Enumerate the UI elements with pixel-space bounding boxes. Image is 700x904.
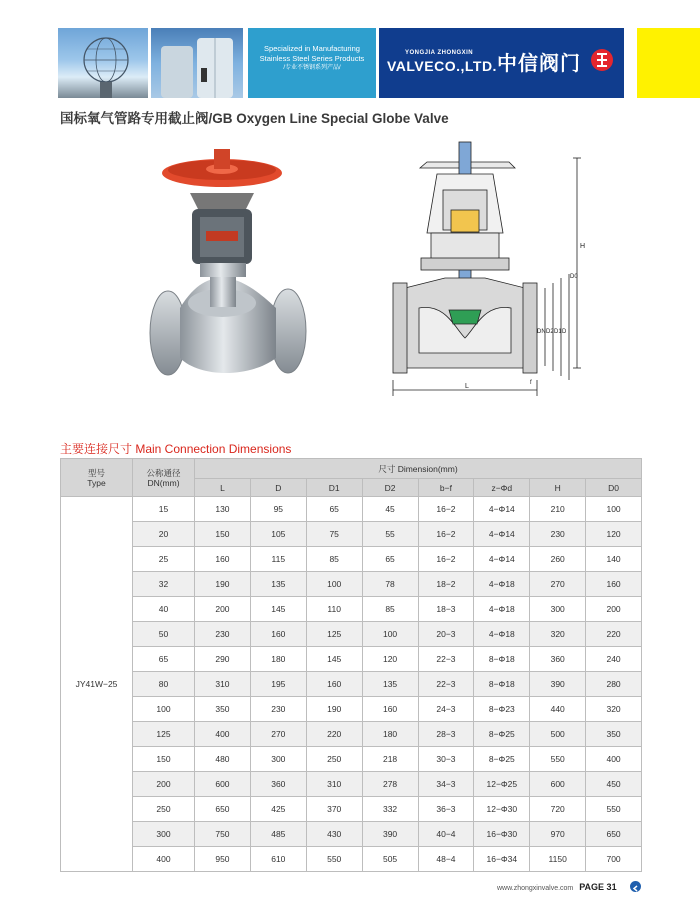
dimension-cell: 120: [586, 522, 642, 547]
table-row: [61, 797, 642, 822]
dimension-cell: 240: [586, 647, 642, 672]
dimension-cell: 220: [586, 622, 642, 647]
dim-label-D0: D0: [570, 274, 578, 280]
dimension-cell: 160: [195, 547, 251, 572]
dimension-cell: 4−Φ14: [474, 522, 530, 547]
dimension-cell: 425: [250, 797, 306, 822]
dn-cell: 300: [133, 822, 195, 847]
arrow-left-icon: [630, 881, 641, 892]
dimension-cell: 400: [195, 722, 251, 747]
brand-pinyin: YONGJIA ZHONGXIN: [405, 50, 474, 56]
slogan-line-3: /专业不锈钢系列产品/: [283, 65, 341, 71]
dimension-cell: 150: [195, 522, 251, 547]
dimension-cell: 230: [250, 697, 306, 722]
dimension-cell: 16−2: [418, 547, 474, 572]
dimension-cell: 350: [195, 697, 251, 722]
slogan-line-1: Specialized in Manufacturing: [264, 44, 360, 53]
dimension-cell: 950: [195, 847, 251, 872]
dimension-cell: 218: [362, 747, 418, 772]
dimension-cell: 650: [586, 822, 642, 847]
dimension-cell: 8−Φ23: [474, 697, 530, 722]
dimension-cell: 278: [362, 772, 418, 797]
footer: [497, 882, 617, 892]
table-row: [61, 697, 642, 722]
dimension-cell: 400: [586, 747, 642, 772]
dimension-cell: 160: [306, 672, 362, 697]
dimension-cell: 85: [362, 597, 418, 622]
header-type-cn: 型号: [87, 467, 105, 478]
dimension-cell: 8−Φ18: [474, 647, 530, 672]
table-body: [61, 497, 642, 872]
header-banner: [0, 28, 700, 98]
table-row: [61, 847, 642, 872]
dimension-cell: 550: [306, 847, 362, 872]
header-col-6: H: [530, 479, 586, 497]
dn-cell: 40: [133, 597, 195, 622]
yellow-accent-block: [637, 28, 700, 98]
header-col-2: D1: [306, 479, 362, 497]
header-type-en: Type: [87, 477, 106, 488]
dimension-cell: 210: [530, 497, 586, 522]
dimension-cell: 8−Φ25: [474, 747, 530, 772]
dimension-cell: 4−Φ18: [474, 597, 530, 622]
dimension-cell: 110: [306, 597, 362, 622]
brand-name-en: VALVECO.,LTD.: [387, 58, 497, 74]
dimension-cell: 200: [586, 597, 642, 622]
dimension-cell: 34−3: [418, 772, 474, 797]
header-col-5: z−Φd: [474, 479, 530, 497]
dimension-cell: 100: [362, 622, 418, 647]
page-title: 国标氧气管路专用截止阀/GB Oxygen Line Special Globe Valve: [60, 111, 449, 126]
dimensions-table: [60, 458, 642, 872]
dn-cell: 200: [133, 772, 195, 797]
brand-box: [379, 28, 624, 98]
dimension-cell: 4−Φ14: [474, 547, 530, 572]
header-col-4: b−f: [418, 479, 474, 497]
dimension-cell: 12−Φ30: [474, 797, 530, 822]
dn-cell: 25: [133, 547, 195, 572]
header-dn-cn: 公称通径: [146, 467, 181, 478]
dimension-cell: 195: [250, 672, 306, 697]
dimension-cell: 300: [530, 597, 586, 622]
dimension-cell: 750: [195, 822, 251, 847]
header-dn-en: DN(mm): [147, 477, 180, 488]
dimension-cell: 22−3: [418, 647, 474, 672]
dimension-cell: 600: [195, 772, 251, 797]
dimension-cell: 105: [250, 522, 306, 547]
dimension-cell: 8−Φ25: [474, 722, 530, 747]
dim-label-DN: DN: [537, 329, 546, 335]
dim-label-L: L: [465, 383, 469, 390]
dimension-cell: 190: [306, 697, 362, 722]
dn-cell: 150: [133, 747, 195, 772]
table-row: [61, 597, 642, 622]
header-col-0: L: [195, 479, 251, 497]
footer-url: www.zhongxinvalve.com: [497, 885, 574, 892]
dn-cell: 50: [133, 622, 195, 647]
dimension-cell: 1150: [530, 847, 586, 872]
dimension-cell: 350: [586, 722, 642, 747]
dimension-cell: 8−Φ18: [474, 672, 530, 697]
tanks-photo: [151, 28, 243, 98]
dn-cell: 100: [133, 697, 195, 722]
dimension-cell: 500: [530, 722, 586, 747]
dimension-cell: 360: [530, 647, 586, 672]
dimension-cell: 230: [530, 522, 586, 547]
header-col-1: D: [250, 479, 306, 497]
dimension-cell: 125: [306, 622, 362, 647]
table-row: [61, 722, 642, 747]
dimension-cell: 135: [250, 572, 306, 597]
dimension-cell: 360: [250, 772, 306, 797]
dimension-cell: 4−Φ18: [474, 572, 530, 597]
dimension-cell: 48−4: [418, 847, 474, 872]
dimension-cell: 40−4: [418, 822, 474, 847]
brand-logo-icon: [591, 49, 613, 71]
page-number: PAGE 31: [579, 882, 617, 892]
table-row: [61, 497, 642, 522]
header-dn: [133, 459, 195, 497]
brand-name-cn: 中信阀门: [497, 53, 581, 75]
type-cell: JY41W−25: [61, 497, 133, 872]
dimension-cell: 95: [250, 497, 306, 522]
dimension-cell: 310: [195, 672, 251, 697]
dimension-cell: 115: [250, 547, 306, 572]
dimension-cell: 140: [586, 547, 642, 572]
dimension-cell: 270: [250, 722, 306, 747]
header-type: [61, 459, 133, 497]
dimension-cell: 260: [530, 547, 586, 572]
dimension-cell: 160: [586, 572, 642, 597]
table-row: [61, 547, 642, 572]
dimension-cell: 280: [586, 672, 642, 697]
dimension-cell: 550: [586, 797, 642, 822]
dimension-cell: 65: [362, 547, 418, 572]
dimension-cell: 485: [250, 822, 306, 847]
dimension-cell: 18−3: [418, 597, 474, 622]
dimension-cell: 970: [530, 822, 586, 847]
section-heading: 主要连接尺寸 Main Connection Dimensions: [60, 442, 292, 456]
dimension-cell: 310: [306, 772, 362, 797]
dimension-cell: 332: [362, 797, 418, 822]
globe-valve-photo: [140, 143, 315, 388]
dimension-cell: 180: [250, 647, 306, 672]
dimension-cell: 505: [362, 847, 418, 872]
dimension-cell: 480: [195, 747, 251, 772]
dn-cell: 15: [133, 497, 195, 522]
dimension-cell: 16−2: [418, 522, 474, 547]
dimension-cell: 75: [306, 522, 362, 547]
dn-cell: 65: [133, 647, 195, 672]
dimension-cell: 55: [362, 522, 418, 547]
dimension-cell: 135: [362, 672, 418, 697]
header-col-7: D0: [586, 479, 642, 497]
dim-label-f: f: [530, 380, 532, 386]
dimension-cell: 16−2: [418, 497, 474, 522]
table-row: [61, 672, 642, 697]
table-row: [61, 572, 642, 597]
dimension-cell: 290: [195, 647, 251, 672]
dim-label-H: H: [580, 243, 586, 250]
slogan-box: [248, 28, 376, 98]
table-row: [61, 522, 642, 547]
dimension-cell: 720: [530, 797, 586, 822]
dimension-cell: 390: [530, 672, 586, 697]
dimension-cell: 160: [362, 697, 418, 722]
dn-cell: 20: [133, 522, 195, 547]
dimension-cell: 28−3: [418, 722, 474, 747]
table-row: [61, 822, 642, 847]
dn-cell: 80: [133, 672, 195, 697]
dimension-cell: 4−Φ14: [474, 497, 530, 522]
dn-cell: 250: [133, 797, 195, 822]
dimension-cell: 430: [306, 822, 362, 847]
dimension-cell: 320: [586, 697, 642, 722]
dimension-cell: 390: [362, 822, 418, 847]
dimension-cell: 30−3: [418, 747, 474, 772]
dimension-cell: 650: [195, 797, 251, 822]
dn-cell: 125: [133, 722, 195, 747]
dimension-cell: 16−Φ34: [474, 847, 530, 872]
dimension-cell: 450: [586, 772, 642, 797]
dimension-cell: 36−3: [418, 797, 474, 822]
dimension-cell: 85: [306, 547, 362, 572]
dimension-cell: 180: [362, 722, 418, 747]
dimension-cell: 370: [306, 797, 362, 822]
globe-photo: [58, 28, 148, 98]
dim-label-D: D: [562, 329, 567, 335]
dimension-cell: 190: [195, 572, 251, 597]
dimension-cell: 4−Φ18: [474, 622, 530, 647]
dimension-cell: 250: [306, 747, 362, 772]
table-row: [61, 622, 642, 647]
dimension-cell: 700: [586, 847, 642, 872]
dimension-cell: 100: [306, 572, 362, 597]
dimension-cell: 45: [362, 497, 418, 522]
table-row: [61, 747, 642, 772]
table-row: [61, 772, 642, 797]
dimension-cell: 550: [530, 747, 586, 772]
header-col-3: D2: [362, 479, 418, 497]
header-dimension: 尺寸 Dimension(mm): [195, 459, 642, 479]
slogan-line-2: Stainless Steel Series Products: [259, 54, 365, 63]
table-row: [61, 647, 642, 672]
dimension-cell: 20−3: [418, 622, 474, 647]
dimension-cell: 78: [362, 572, 418, 597]
dimension-cell: 440: [530, 697, 586, 722]
dimension-cell: 65: [306, 497, 362, 522]
dim-label-D1: D1: [554, 329, 562, 335]
dn-cell: 32: [133, 572, 195, 597]
dimension-cell: 200: [195, 597, 251, 622]
dimension-cell: 22−3: [418, 672, 474, 697]
dimension-cell: 120: [362, 647, 418, 672]
dimension-cell: 145: [306, 647, 362, 672]
dimension-cell: 320: [530, 622, 586, 647]
dimension-cell: 12−Φ25: [474, 772, 530, 797]
dimension-cell: 300: [250, 747, 306, 772]
dim-label-D2: D2: [546, 329, 554, 335]
dimension-cell: 230: [195, 622, 251, 647]
dimension-cell: 100: [586, 497, 642, 522]
dimension-cell: 220: [306, 722, 362, 747]
valve-section-drawing: [385, 138, 590, 398]
dimension-cell: 18−2: [418, 572, 474, 597]
dimension-cell: 130: [195, 497, 251, 522]
dimension-cell: 160: [250, 622, 306, 647]
dimension-cell: 145: [250, 597, 306, 622]
dimension-cell: 24−3: [418, 697, 474, 722]
dimension-cell: 16−Φ30: [474, 822, 530, 847]
dn-cell: 400: [133, 847, 195, 872]
dimension-cell: 610: [250, 847, 306, 872]
dimension-cell: 600: [530, 772, 586, 797]
dimension-cell: 270: [530, 572, 586, 597]
